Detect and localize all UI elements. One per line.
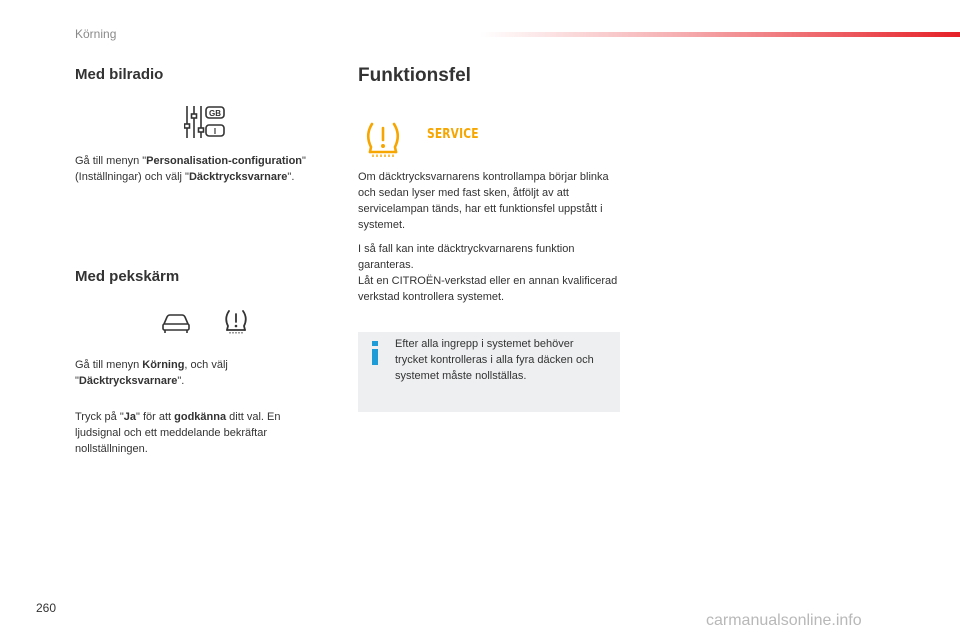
confirm-instructions [75,409,315,457]
text-run-2: " (Inställningar) och välj " [75,155,306,183]
bold-run-1: Ja [123,411,136,423]
radio-instructions [75,153,315,185]
car-icon [161,312,191,334]
radio-icon-gb-text: GB [209,109,221,118]
page-number: 260 [36,601,57,615]
text-run-4: ". [177,375,185,387]
touchscreen-instructions [75,357,315,389]
bold-run-3: godkänna [174,411,227,423]
malfunction-description: Om däcktrycksvarnarens kontrollampa börjar blinka och sedan lyser med fast sken, åtföljt av att servicelampan tänds, har ett funktionsfel uppstått i systemet. [358,171,609,231]
bold-run-1: Körning [142,359,185,371]
watermark: carmanualsonline.info [706,612,862,629]
header-accent-bar [480,32,960,37]
function-not-guaranteed: I så fall kan inte däcktryckvarnarens funktion garanteras. [358,243,575,271]
info-icon [366,341,386,365]
info-note-box [358,332,620,412]
bold-run-1: Personalisation-configuration [146,155,303,167]
text-run-2: , och välj " [75,359,228,387]
tyre-pressure-warning-icon [223,308,249,334]
heading-med-pekskarm: Med pekskärm [75,268,180,285]
bold-run-3: Däcktrycksvarnare [78,375,178,387]
text-run-0: Gå till menyn " [75,155,147,167]
bold-run-3: Däcktrycksvarnare [188,171,288,183]
heading-funktionsfel: Funktionsfel [358,65,471,86]
tyre-pressure-warning-amber-icon [364,120,402,158]
text-run-4: ditt val. En ljudsignal och ett meddelande bekräftar nollställningen. [75,411,281,455]
radio-icon-i-text: I [213,127,217,136]
service-warning-label: SERVICE [427,127,479,142]
text-run-4: ". [287,171,295,183]
workshop-check-advice: Låt en CITROËN-verkstad eller en annan kvalificerad verkstad kontrollera systemet. [358,275,618,303]
text-run-2: " för att [135,411,175,423]
text-run-0: Tryck på " [75,411,124,423]
heading-med-bilradio: Med bilradio [75,66,164,83]
section-label: Körning [75,27,117,41]
radio-settings-icon [184,104,226,140]
text-run-0: Gå till menyn [75,359,143,371]
info-note-text: Efter alla ingrepp i systemet behöver trycket kontrolleras i alla fyra däcken och systemet måste nollställas. [395,338,594,382]
